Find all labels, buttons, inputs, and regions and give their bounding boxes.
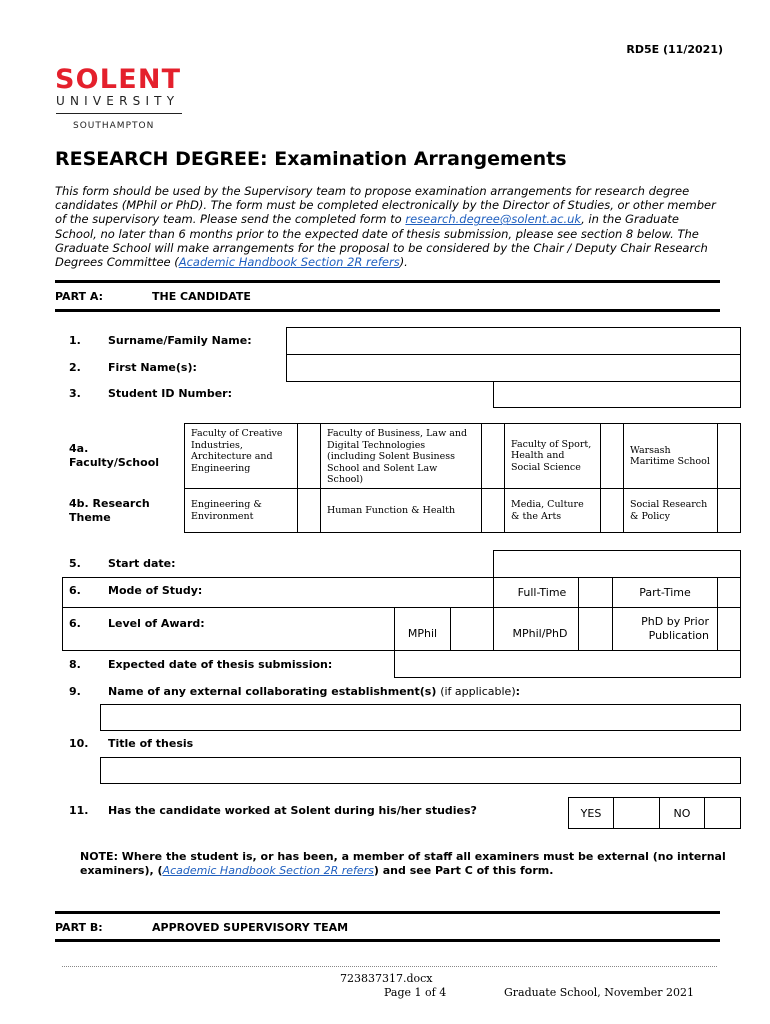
part-a-rule-bottom (55, 309, 720, 312)
handbook-link[interactable]: Academic Handbook Section 2R refers (178, 255, 400, 270)
staff-note: NOTE: Where the student is, or has been, a member of staff all examiners must be external (no internal examiners), (Academic Handbook Section 2R refers) and see Part C of this form. (80, 850, 726, 877)
establishment-field[interactable] (100, 704, 741, 731)
surname-label: Surname/Family Name: (108, 334, 252, 347)
faculty-checkbox[interactable] (600, 423, 624, 489)
surname-field[interactable] (286, 327, 741, 355)
yes-checkbox[interactable] (613, 797, 660, 829)
faculty-option: Warsash Maritime School (623, 423, 718, 489)
theme-checkbox[interactable] (297, 488, 321, 533)
footer-filename: 723837317.docx (340, 972, 433, 985)
part-b-heading: APPROVED SUPERVISORY TEAM (152, 921, 349, 934)
student-id-field[interactable] (493, 381, 741, 408)
theme-option: Social Research & Policy (623, 488, 718, 533)
footer-divider (62, 966, 717, 967)
theme-option: Human Function & Health (320, 488, 482, 533)
faculty-checkbox[interactable] (717, 423, 741, 489)
part-time-checkbox[interactable] (717, 577, 741, 608)
part-b-label: PART B: (55, 921, 103, 934)
mphil-phd-checkbox[interactable] (578, 607, 613, 651)
mode-of-study-label: Mode of Study: (108, 584, 203, 597)
q7-number: 6. (69, 617, 81, 630)
q3-number: 3. (69, 387, 81, 400)
part-a-rule-top (55, 280, 720, 283)
footer-page: Page 1 of 4 (384, 986, 447, 999)
part-time-option: Part-Time (612, 577, 718, 608)
footer-department: Graduate School, November 2021 (504, 986, 694, 999)
q8-number: 8. (69, 658, 81, 671)
submission-date-label: Expected date of thesis submission: (108, 658, 333, 671)
faculty-option: Faculty of Business, Law and Digital Technologies (including Solent Business School and Solent Law School) (320, 423, 482, 489)
phd-prior-option: PhD by Prior Publication (612, 607, 718, 651)
part-a-label: PART A: (55, 290, 103, 303)
worked-at-solent-label: Has the candidate worked at Solent during his/her studies? (108, 804, 477, 817)
start-date-field[interactable] (493, 550, 741, 578)
q10-number: 10. (69, 737, 89, 750)
level-of-award-label: Level of Award: (108, 617, 205, 630)
student-id-label: Student ID Number: (108, 387, 232, 400)
theme-checkbox[interactable] (600, 488, 624, 533)
first-name-field[interactable] (286, 354, 741, 382)
q6-number: 6. (69, 584, 81, 597)
intro-paragraph: This form should be used by the Supervisory team to propose examination arrangements for research degree candidates (MPhil or PhD). The form must be completed electronically by the Director of Studies, or other member of the supervisory team. Please send the completed form to research.degree@solent.ac.uk, in the Graduate School, no later than 6 months prior to the expected date of thesis submission, please see section 8 below. The Graduate School will make arrangements for the proposal to be considered by the Chair / Deputy Chair Research Degrees Committee (Academic Handbook Section 2R refers). (55, 184, 716, 270)
theme-checkbox[interactable] (481, 488, 505, 533)
q1-number: 1. (69, 334, 81, 347)
theme-label: 4b. Research Theme (69, 497, 150, 524)
q2-number: 2. (69, 361, 81, 374)
faculty-label: 4a. Faculty/School (69, 442, 160, 469)
handbook-link-note[interactable]: Academic Handbook Section 2R refers (162, 863, 374, 877)
faculty-option: Faculty of Sport, Health and Social Science (504, 423, 601, 489)
first-name-label: First Name(s): (108, 361, 197, 374)
part-b-rule-top (55, 911, 720, 914)
q11-number: 11. (69, 804, 89, 817)
faculty-option: Faculty of Creative Industries, Architecture and Engineering (184, 423, 298, 489)
full-time-option: Full-Time (493, 577, 579, 608)
mphil-phd-option: MPhil/PhD (493, 607, 579, 651)
full-time-checkbox[interactable] (578, 577, 613, 608)
yes-option: YES (568, 797, 614, 829)
establishment-label: Name of any external collaborating establishment(s) (if applicable): (108, 685, 521, 698)
part-a-heading: THE CANDIDATE (152, 290, 251, 303)
theme-checkbox[interactable] (717, 488, 741, 533)
theme-option: Media, Culture & the Arts (504, 488, 601, 533)
no-option: NO (659, 797, 705, 829)
thesis-title-field[interactable] (100, 757, 741, 784)
page-title: RESEARCH DEGREE: Examination Arrangements (55, 148, 567, 170)
start-date-label: Start date: (108, 557, 176, 570)
theme-option: Engineering & Environment (184, 488, 298, 533)
faculty-checkbox[interactable] (297, 423, 321, 489)
q5-number: 5. (69, 557, 81, 570)
thesis-title-label: Title of thesis (108, 737, 194, 750)
submission-date-field[interactable] (394, 650, 741, 678)
q9-number: 9. (69, 685, 81, 698)
part-b-rule-bottom (55, 939, 720, 942)
mphil-checkbox[interactable] (450, 607, 494, 651)
phd-prior-checkbox[interactable] (717, 607, 741, 651)
logo-solent: SOLENT (55, 64, 182, 95)
faculty-checkbox[interactable] (481, 423, 505, 489)
logo-divider (56, 113, 182, 114)
no-checkbox[interactable] (704, 797, 741, 829)
logo-university: UNIVERSITY (56, 94, 180, 108)
logo-southampton: SOUTHAMPTON (73, 121, 155, 131)
form-reference: RD5E (11/2021) (626, 43, 723, 56)
mphil-option: MPhil (394, 607, 451, 651)
email-link[interactable]: research.degree@solent.ac.uk (405, 212, 582, 227)
